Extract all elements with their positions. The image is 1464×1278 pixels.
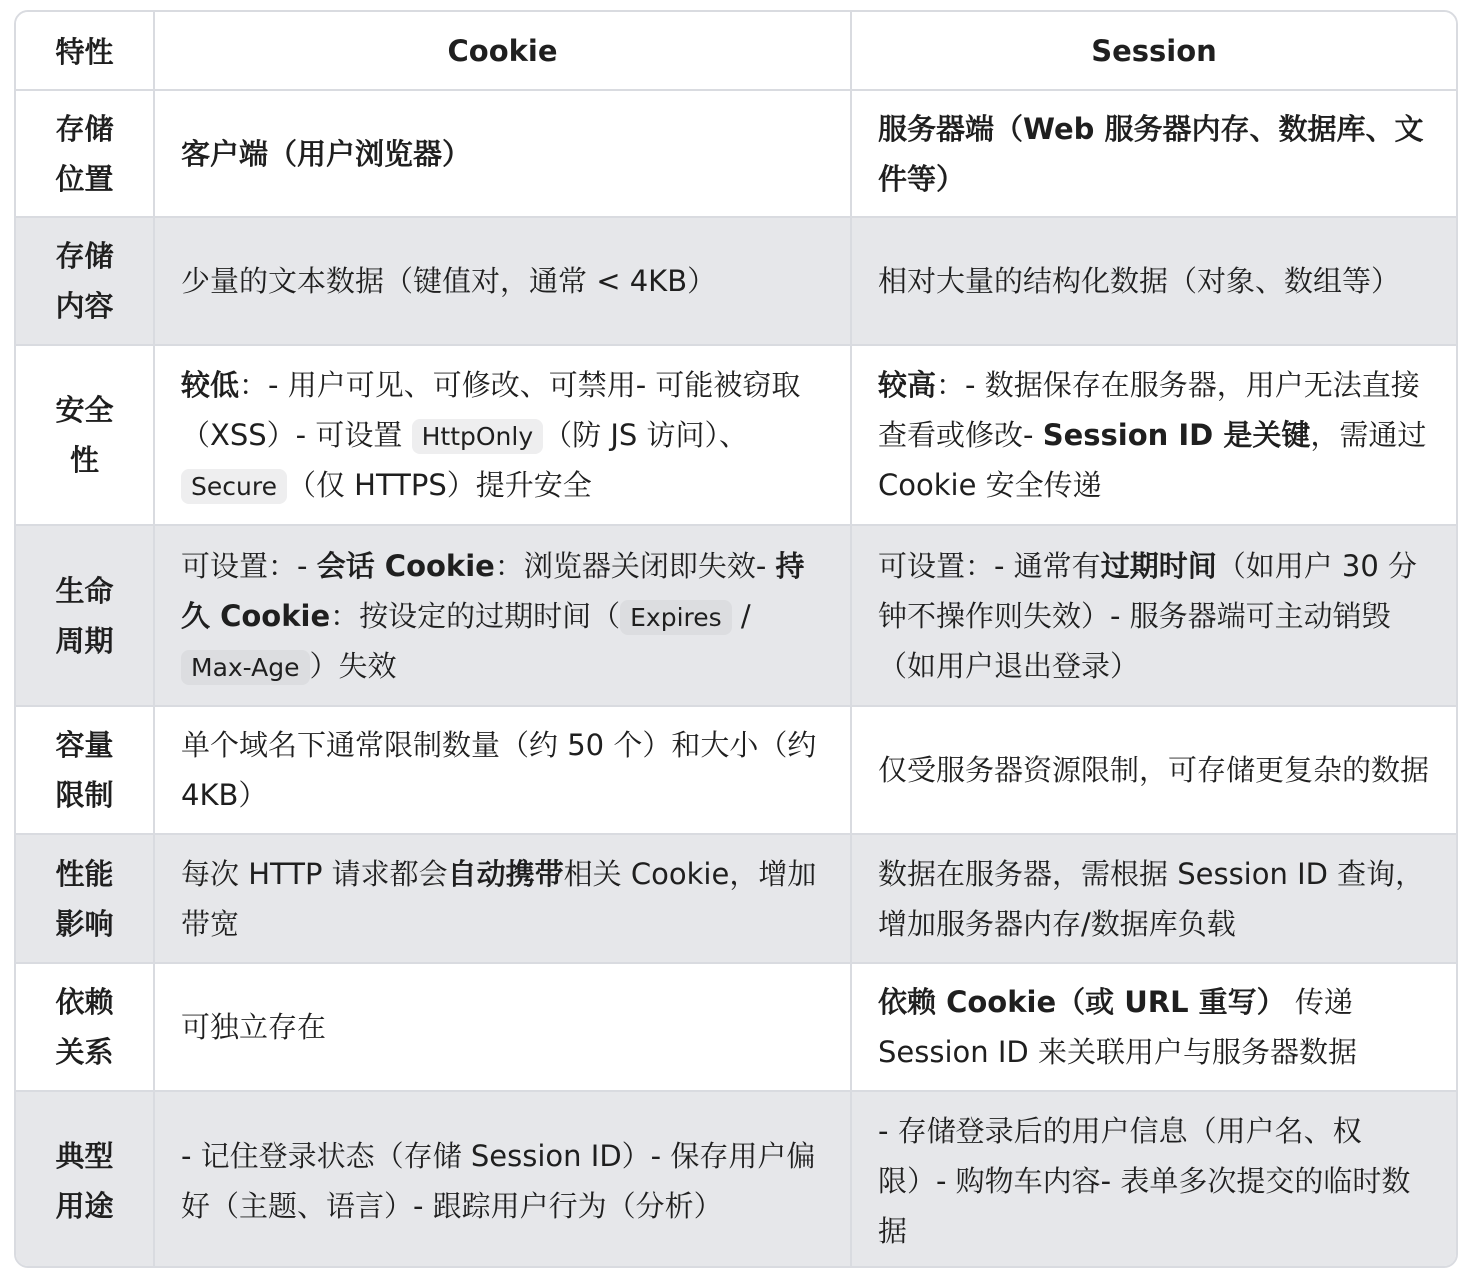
cookie-lifecycle-text: ：浏览器关闭即失效-: [494, 548, 776, 583]
feature-cell: 存储内容: [16, 217, 154, 345]
cookie-security-level: 较低: [181, 368, 240, 402]
table-row-storage-content: [16, 217, 1456, 345]
cookie-performance-text: 每次 HTTP 请求都会: [181, 856, 448, 891]
session-id-key-text: Session ID 是关键: [1042, 418, 1311, 452]
expires-code: Expires: [620, 600, 732, 635]
cookie-lifecycle-text: /: [731, 598, 751, 633]
session-security-text: ，需通过 Cookie 安全传递: [878, 418, 1427, 502]
expiry-time-term: 过期时间: [1100, 548, 1217, 583]
feature-cell: 生命周期: [16, 525, 154, 706]
persistent-cookie-term: 持久 Cookie: [181, 548, 805, 633]
feature-cell: 依赖关系: [16, 963, 154, 1091]
cookie-cell: [154, 834, 851, 963]
cookie-cell: 单个域名下通常限制数量（约 50 个）和大小（约 4KB）: [154, 706, 851, 834]
cookie-cell: [154, 525, 851, 706]
session-cookie-term: 会话 Cookie: [316, 548, 495, 583]
cookie-performance-text: 相关 Cookie，增加带宽: [181, 856, 817, 941]
feature-cell: 性能影响: [16, 834, 154, 963]
table-row-capacity: [16, 706, 1456, 834]
table-row-performance: [16, 834, 1456, 963]
session-cell: 仅受服务器资源限制，可存储更复杂的数据: [851, 706, 1456, 834]
cookie-cell: - 记住登录状态（存储 Session ID）- 保存用户偏好（主题、语言）- 跟踪用户行为（分析）: [154, 1091, 851, 1268]
session-cell: - 存储登录后的用户信息（用户名、权限）- 购物车内容- 表单多次提交的临时数据: [851, 1091, 1456, 1268]
table-row-lifecycle: [16, 525, 1456, 706]
cookie-security-text: （仅 HTTPS）提升安全: [286, 468, 592, 502]
table-row-usage: [16, 1091, 1456, 1268]
auto-carry-term: 自动携带: [447, 856, 564, 891]
comparison-table-frame: [14, 10, 1458, 1268]
max-age-code: Max-Age: [181, 650, 310, 685]
session-security-text: ：- 数据保存在服务器，用户无法直接查看或修改-: [878, 368, 1420, 452]
header-feature: 特性: [16, 12, 154, 90]
feature-cell: 存储位置: [16, 90, 154, 217]
table-row-storage-location: [16, 90, 1456, 217]
cookie-security-text: ：- 用户可见、可修改、可禁用- 可能被窃取（XSS）- 可设置: [181, 368, 801, 452]
session-cell: 相对大量的结构化数据（对象、数组等）: [851, 217, 1456, 345]
session-cell: [851, 525, 1456, 706]
header-session: Session: [851, 12, 1456, 90]
feature-cell: 容量限制: [16, 706, 154, 834]
cookie-cell: 少量的文本数据（键值对，通常 < 4KB）: [154, 217, 851, 345]
cookie-security-text: （防 JS 访问）、: [543, 418, 749, 452]
session-dependency-text: 传递 Session ID 来关联用户与服务器数据: [878, 985, 1357, 1069]
session-lifecycle-text: 可设置：- 通常有: [878, 548, 1101, 583]
session-dependency-term: 依赖 Cookie（或 URL 重写）: [878, 985, 1286, 1019]
session-security-level: 较高: [878, 368, 937, 402]
session-cell: [851, 90, 1456, 217]
cookie-lifecycle-text: 可设置：-: [181, 548, 317, 583]
cookie-lifecycle-text: ：按设定的过期时间（: [330, 598, 621, 633]
cookie-lifecycle-text: ）失效: [309, 648, 397, 683]
secure-code: Secure: [181, 469, 287, 504]
feature-cell: 典型用途: [16, 1091, 154, 1268]
cookie-cell: [154, 90, 851, 217]
cookie-cell: [154, 345, 851, 525]
table-row-security: [16, 345, 1456, 525]
cookie-value: 客户端（用户浏览器）: [181, 136, 472, 171]
session-cell: [851, 345, 1456, 525]
header-cookie: Cookie: [154, 12, 851, 90]
session-cell: [851, 963, 1456, 1091]
table-row-dependency: [16, 963, 1456, 1091]
session-lifecycle-text: （如用户 30 分钟不操作则失效）- 服务器端可主动销毁（如用户退出登录）: [878, 548, 1418, 683]
table-header-row: [16, 12, 1456, 90]
session-value: 服务器端（Web 服务器内存、数据库、文件等）: [878, 111, 1424, 196]
cookie-cell: 可独立存在: [154, 963, 851, 1091]
session-cell: 数据在服务器，需根据 Session ID 查询，增加服务器内存/数据库负载: [851, 834, 1456, 963]
httponly-code: HttpOnly: [412, 419, 544, 454]
feature-cell: 安全性: [16, 345, 154, 525]
cookie-session-comparison-table: [16, 12, 1456, 1268]
